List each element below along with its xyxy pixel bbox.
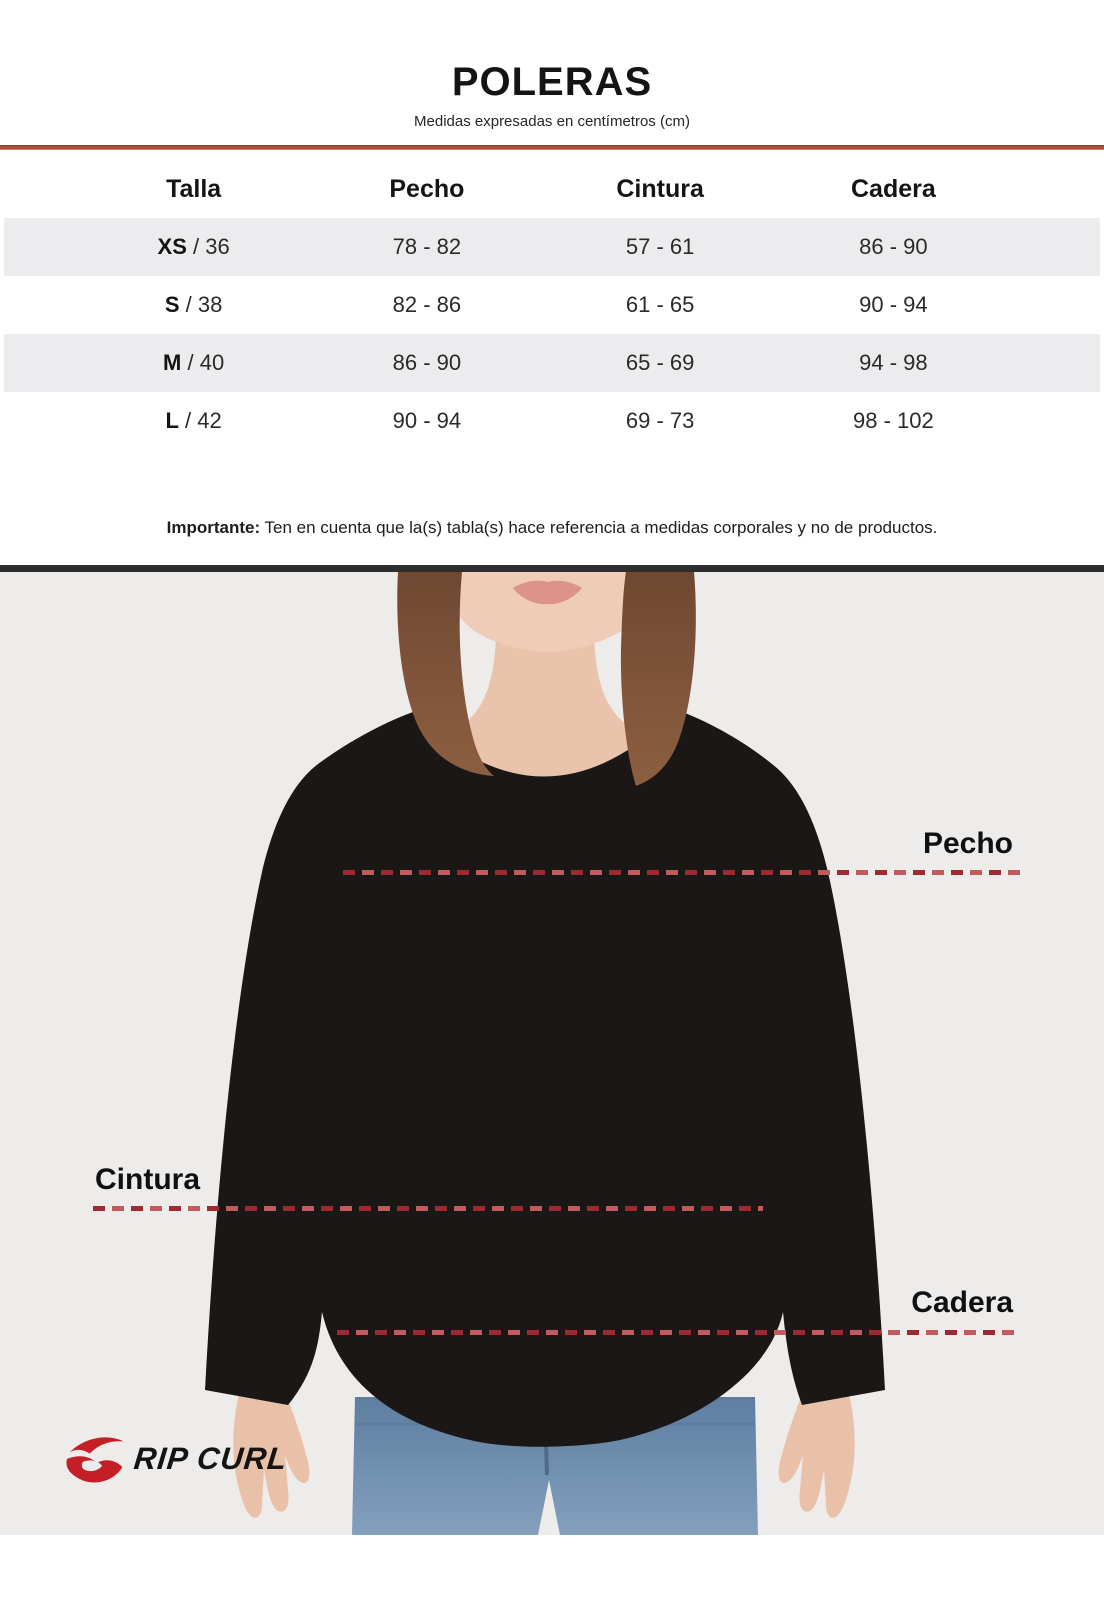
- cell-pecho: 82 - 86: [392, 292, 462, 317]
- table-header-row: [4, 160, 1100, 218]
- cadera-label: Cadera: [911, 1286, 1013, 1319]
- cadera-dashed-line: [337, 1330, 1017, 1335]
- cell-cintura: 69 - 73: [625, 408, 695, 433]
- woman-figure-illustration: [0, 572, 1104, 1535]
- table-row: [4, 276, 1100, 334]
- cell-pecho: 90 - 94: [392, 408, 462, 433]
- important-note: [0, 518, 1104, 538]
- section-separator-bar: [0, 565, 1104, 572]
- ripcurl-logo-text: RIP CURL: [132, 1441, 290, 1476]
- table-row: [4, 218, 1100, 276]
- table-row: [4, 392, 1100, 450]
- column-header-cintura: Cintura: [616, 174, 704, 203]
- right-hand: [779, 1390, 855, 1518]
- size-number: / 42: [178, 408, 222, 433]
- page-title: POLERAS: [451, 60, 653, 104]
- cell-cadera: 98 - 102: [853, 408, 934, 433]
- column-header-cadera: Cadera: [850, 174, 936, 203]
- cell-cadera: 86 - 90: [859, 234, 928, 259]
- size-number: / 40: [181, 350, 225, 375]
- ripcurl-wave-icon: [60, 1432, 128, 1486]
- cell-cintura: 65 - 69: [625, 350, 695, 375]
- ripcurl-logo: [60, 1432, 290, 1486]
- cell-cintura: 61 - 65: [625, 292, 695, 317]
- cintura-dashed-line: [93, 1206, 763, 1211]
- important-note-text: Ten en cuenta que la(s) tabla(s) hace referencia a medidas corporales y no de productos.: [260, 518, 938, 537]
- cell-cadera: 90 - 94: [859, 292, 928, 317]
- cell-cintura: 57 - 61: [625, 234, 695, 259]
- column-header-pecho: Pecho: [389, 174, 465, 203]
- pecho-dashed-line: [343, 870, 1020, 875]
- size-code: M: [163, 350, 182, 375]
- size-code: S: [164, 292, 180, 317]
- table-row: [4, 334, 1100, 392]
- red-divider-line: [0, 145, 1104, 150]
- cell-cadera: 94 - 98: [859, 350, 928, 375]
- cell-talla: [77, 292, 310, 318]
- cell-talla: [77, 234, 310, 260]
- cell-talla: [77, 408, 310, 434]
- cintura-label: Cintura: [95, 1163, 200, 1196]
- measurement-photo-section: [0, 572, 1104, 1535]
- cell-pecho: 78 - 82: [392, 234, 462, 259]
- size-number: / 38: [179, 292, 223, 317]
- important-note-label: Importante:: [166, 518, 261, 537]
- cell-pecho: 86 - 90: [392, 350, 462, 375]
- size-number: / 36: [186, 234, 230, 259]
- column-header-talla: Talla: [166, 174, 222, 203]
- cell-talla: [77, 350, 310, 376]
- size-table: [0, 160, 1104, 450]
- pecho-label: Pecho: [922, 827, 1013, 860]
- sweatshirt: [205, 710, 885, 1447]
- face: [448, 572, 650, 652]
- size-code: XS: [157, 234, 187, 259]
- page-subtitle: Medidas expresadas en centímetros (cm): [414, 113, 690, 130]
- size-code: L: [165, 408, 179, 433]
